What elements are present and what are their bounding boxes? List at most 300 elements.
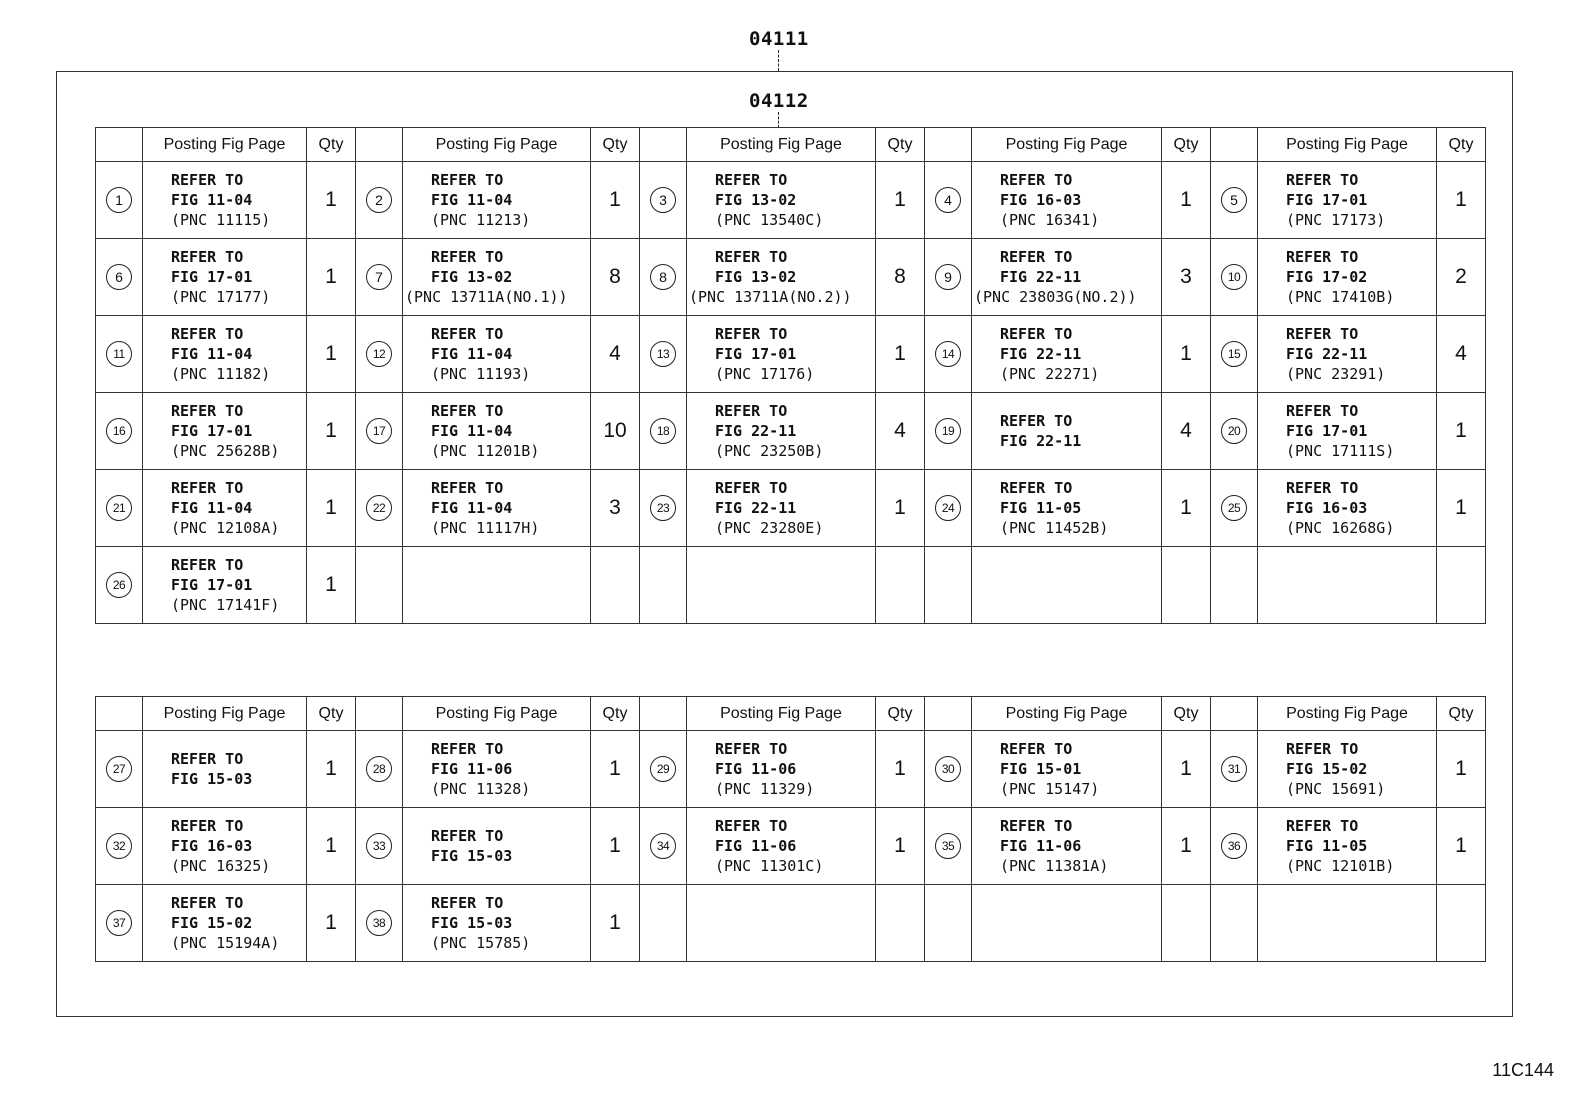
header-posting-fig-page: Posting Fig Page bbox=[687, 128, 876, 162]
circled-part-number: 11 bbox=[106, 341, 132, 367]
pnc-reference: (PNC 11182) bbox=[171, 365, 271, 383]
fig-reference: FIG 15-02 bbox=[171, 914, 253, 932]
pnc-reference: (PNC 17173) bbox=[1286, 211, 1386, 229]
qty-cell: 1 bbox=[876, 731, 925, 808]
part-number-cell bbox=[356, 731, 403, 808]
circled-part-number: 29 bbox=[650, 756, 676, 782]
circled-part-number: 33 bbox=[366, 833, 392, 859]
circled-part-number: 2 bbox=[366, 187, 392, 213]
header-posting-fig-page: Posting Fig Page bbox=[143, 128, 307, 162]
header-qty: Qty bbox=[307, 128, 356, 162]
header-qty: Qty bbox=[1162, 697, 1211, 731]
qty-cell: 1 bbox=[1162, 470, 1211, 547]
qty-cell: 1 bbox=[1162, 731, 1211, 808]
fig-reference: FIG 15-01 bbox=[1000, 760, 1082, 778]
posting-fig-page-cell bbox=[1258, 162, 1437, 239]
circled-part-number: 19 bbox=[935, 418, 961, 444]
posting-fig-page-cell bbox=[403, 808, 591, 885]
posting-fig-page-cell bbox=[972, 470, 1162, 547]
qty-cell: 8 bbox=[876, 239, 925, 316]
qty-cell: 1 bbox=[876, 316, 925, 393]
circled-part-number: 34 bbox=[650, 833, 676, 859]
fig-reference: FIG 11-04 bbox=[431, 345, 513, 363]
refer-to-text: REFER TO bbox=[715, 479, 788, 497]
posting-fig-page-cell bbox=[972, 316, 1162, 393]
circled-part-number: 3 bbox=[650, 187, 676, 213]
pnc-reference: (PNC 23803G(NO.2)) bbox=[974, 288, 1137, 306]
pnc-reference: (PNC 25628B) bbox=[171, 442, 280, 460]
refer-to-text: REFER TO bbox=[1286, 402, 1359, 420]
qty-cell: 1 bbox=[591, 808, 640, 885]
pnc-reference: (PNC 17176) bbox=[715, 365, 815, 383]
refer-to-text: REFER TO bbox=[431, 325, 504, 343]
qty-cell: 4 bbox=[591, 316, 640, 393]
header-posting-fig-page: Posting Fig Page bbox=[1258, 697, 1437, 731]
qty-cell: 1 bbox=[1162, 808, 1211, 885]
part-number-cell bbox=[96, 470, 143, 547]
part-number-cell bbox=[356, 547, 403, 624]
part-number-cell bbox=[640, 239, 687, 316]
part-number-cell bbox=[1211, 316, 1258, 393]
qty-cell: 1 bbox=[876, 470, 925, 547]
header-posting-fig-page: Posting Fig Page bbox=[143, 697, 307, 731]
part-number-cell bbox=[640, 547, 687, 624]
posting-fig-page-cell bbox=[143, 885, 307, 962]
header-qty: Qty bbox=[1437, 128, 1486, 162]
posting-fig-page-cell bbox=[403, 316, 591, 393]
part-number-cell bbox=[356, 239, 403, 316]
refer-to-text: REFER TO bbox=[171, 402, 244, 420]
circled-part-number: 22 bbox=[366, 495, 392, 521]
posting-fig-page-cell bbox=[687, 162, 876, 239]
circled-part-number: 15 bbox=[1221, 341, 1247, 367]
part-number-cell bbox=[96, 547, 143, 624]
posting-fig-page-cell bbox=[687, 731, 876, 808]
refer-to-text: REFER TO bbox=[1286, 740, 1359, 758]
part-number-cell bbox=[96, 731, 143, 808]
pnc-reference: (PNC 17177) bbox=[171, 288, 271, 306]
header-posting-fig-page: Posting Fig Page bbox=[1258, 128, 1437, 162]
header-qty: Qty bbox=[876, 128, 925, 162]
fig-reference: FIG 13-02 bbox=[715, 268, 797, 286]
part-number-cell bbox=[1211, 470, 1258, 547]
fig-reference: FIG 11-04 bbox=[431, 191, 513, 209]
fig-reference: FIG 22-11 bbox=[1000, 345, 1082, 363]
refer-to-text: REFER TO bbox=[431, 402, 504, 420]
part-number-cell bbox=[640, 316, 687, 393]
refer-to-text: REFER TO bbox=[171, 248, 244, 266]
pnc-reference: (PNC 11193) bbox=[431, 365, 531, 383]
circled-part-number: 35 bbox=[935, 833, 961, 859]
refer-to-text: REFER TO bbox=[1000, 817, 1073, 835]
pnc-reference: (PNC 16268G) bbox=[1286, 519, 1395, 537]
circled-part-number: 38 bbox=[366, 910, 392, 936]
qty-cell: 3 bbox=[591, 470, 640, 547]
refer-to-text: REFER TO bbox=[431, 171, 504, 189]
refer-to-text: REFER TO bbox=[171, 894, 244, 912]
refer-to-text: REFER TO bbox=[715, 248, 788, 266]
circled-part-number: 14 bbox=[935, 341, 961, 367]
table-row bbox=[96, 808, 1486, 885]
qty-cell bbox=[876, 885, 925, 962]
circled-part-number: 28 bbox=[366, 756, 392, 782]
refer-to-text: REFER TO bbox=[171, 171, 244, 189]
refer-to-text: REFER TO bbox=[171, 479, 244, 497]
refer-to-text: REFER TO bbox=[1286, 171, 1359, 189]
pnc-reference: (PNC 11201B) bbox=[431, 442, 540, 460]
circled-part-number: 9 bbox=[935, 264, 961, 290]
header-qty: Qty bbox=[876, 697, 925, 731]
part-number-cell bbox=[640, 162, 687, 239]
pnc-reference: (PNC 15194A) bbox=[171, 934, 280, 952]
header-number-cell bbox=[1211, 128, 1258, 162]
table-header-row bbox=[96, 128, 1486, 162]
circled-part-number: 13 bbox=[650, 341, 676, 367]
part-number-cell bbox=[1211, 731, 1258, 808]
fig-reference: FIG 17-01 bbox=[171, 422, 253, 440]
fig-reference: FIG 15-03 bbox=[171, 770, 253, 788]
qty-cell: 1 bbox=[1162, 162, 1211, 239]
circled-part-number: 4 bbox=[935, 187, 961, 213]
posting-fig-page-cell bbox=[403, 547, 591, 624]
assembly-leader-line bbox=[778, 50, 779, 71]
posting-fig-page-cell bbox=[687, 885, 876, 962]
table-row bbox=[96, 393, 1486, 470]
fig-reference: FIG 11-05 bbox=[1000, 499, 1082, 517]
posting-fig-page-cell bbox=[1258, 239, 1437, 316]
qty-cell: 1 bbox=[307, 316, 356, 393]
refer-to-text: REFER TO bbox=[1286, 817, 1359, 835]
table-row bbox=[96, 316, 1486, 393]
fig-reference: FIG 11-04 bbox=[171, 345, 253, 363]
part-number-cell bbox=[96, 316, 143, 393]
qty-cell: 10 bbox=[591, 393, 640, 470]
pnc-reference: (PNC 11452B) bbox=[1000, 519, 1109, 537]
table-row bbox=[96, 239, 1486, 316]
refer-to-text: REFER TO bbox=[715, 740, 788, 758]
part-number-cell bbox=[925, 393, 972, 470]
fig-reference: FIG 17-01 bbox=[171, 576, 253, 594]
pnc-reference: (PNC 22271) bbox=[1000, 365, 1100, 383]
refer-to-text: REFER TO bbox=[1000, 412, 1073, 430]
part-number-cell bbox=[640, 808, 687, 885]
fig-reference: FIG 22-11 bbox=[1000, 268, 1082, 286]
posting-fig-page-cell bbox=[403, 731, 591, 808]
fig-reference: FIG 11-04 bbox=[171, 191, 253, 209]
pnc-reference: (PNC 23280E) bbox=[715, 519, 824, 537]
parts-table-2 bbox=[95, 696, 1486, 962]
refer-to-text: REFER TO bbox=[1000, 248, 1073, 266]
pnc-reference: (PNC 13711A(NO.1)) bbox=[405, 288, 568, 306]
pnc-reference: (PNC 15147) bbox=[1000, 780, 1100, 798]
part-number-cell bbox=[925, 885, 972, 962]
fig-reference: FIG 16-03 bbox=[171, 837, 253, 855]
qty-cell: 4 bbox=[1437, 316, 1486, 393]
refer-to-text: REFER TO bbox=[1286, 325, 1359, 343]
qty-cell: 4 bbox=[876, 393, 925, 470]
posting-fig-page-cell bbox=[1258, 808, 1437, 885]
part-number-cell bbox=[925, 808, 972, 885]
header-posting-fig-page: Posting Fig Page bbox=[972, 697, 1162, 731]
table-row bbox=[96, 470, 1486, 547]
fig-reference: FIG 17-01 bbox=[171, 268, 253, 286]
pnc-reference: (PNC 17111S) bbox=[1286, 442, 1395, 460]
posting-fig-page-cell bbox=[687, 316, 876, 393]
header-number-cell bbox=[1211, 697, 1258, 731]
fig-reference: FIG 15-03 bbox=[431, 914, 513, 932]
qty-cell: 3 bbox=[1162, 239, 1211, 316]
refer-to-text: REFER TO bbox=[431, 740, 504, 758]
qty-cell: 1 bbox=[307, 239, 356, 316]
part-number-cell bbox=[1211, 547, 1258, 624]
part-number-cell bbox=[356, 808, 403, 885]
illustration-code: 11C144 bbox=[1492, 1060, 1554, 1080]
part-number-cell bbox=[1211, 393, 1258, 470]
fig-reference: FIG 17-02 bbox=[1286, 268, 1368, 286]
posting-fig-page-cell bbox=[687, 393, 876, 470]
part-number-cell bbox=[96, 393, 143, 470]
qty-cell bbox=[1162, 547, 1211, 624]
header-qty: Qty bbox=[1162, 128, 1211, 162]
circled-part-number: 32 bbox=[106, 833, 132, 859]
fig-reference: FIG 11-04 bbox=[171, 499, 253, 517]
circled-part-number: 26 bbox=[106, 572, 132, 598]
circled-part-number: 30 bbox=[935, 756, 961, 782]
refer-to-text: REFER TO bbox=[1286, 479, 1359, 497]
fig-reference: FIG 15-02 bbox=[1286, 760, 1368, 778]
qty-cell: 1 bbox=[591, 162, 640, 239]
qty-cell: 1 bbox=[307, 162, 356, 239]
qty-cell: 1 bbox=[1437, 731, 1486, 808]
part-number-cell bbox=[356, 393, 403, 470]
posting-fig-page-cell bbox=[403, 470, 591, 547]
posting-fig-page-cell bbox=[687, 470, 876, 547]
posting-fig-page-cell bbox=[143, 393, 307, 470]
posting-fig-page-cell bbox=[972, 808, 1162, 885]
refer-to-text: REFER TO bbox=[1000, 740, 1073, 758]
fig-reference: FIG 22-11 bbox=[1000, 432, 1082, 450]
circled-part-number: 20 bbox=[1221, 418, 1247, 444]
part-number-cell bbox=[356, 162, 403, 239]
circled-part-number: 21 bbox=[106, 495, 132, 521]
circled-part-number: 10 bbox=[1221, 264, 1247, 290]
circled-part-number: 5 bbox=[1221, 187, 1247, 213]
part-number-cell bbox=[925, 316, 972, 393]
part-number-cell bbox=[925, 162, 972, 239]
part-number-cell bbox=[96, 885, 143, 962]
posting-fig-page-cell bbox=[1258, 316, 1437, 393]
refer-to-text: REFER TO bbox=[171, 556, 244, 574]
fig-reference: FIG 17-01 bbox=[1286, 422, 1368, 440]
refer-to-text: REFER TO bbox=[715, 402, 788, 420]
part-number-cell bbox=[925, 547, 972, 624]
posting-fig-page-cell bbox=[687, 547, 876, 624]
table-row bbox=[96, 162, 1486, 239]
circled-part-number: 37 bbox=[106, 910, 132, 936]
qty-cell: 1 bbox=[307, 547, 356, 624]
pnc-reference: (PNC 15691) bbox=[1286, 780, 1386, 798]
qty-cell: 1 bbox=[1437, 470, 1486, 547]
pnc-reference: (PNC 11301C) bbox=[715, 857, 824, 875]
pnc-reference: (PNC 12108A) bbox=[171, 519, 280, 537]
pnc-reference: (PNC 17141F) bbox=[171, 596, 280, 614]
posting-fig-page-cell bbox=[972, 547, 1162, 624]
pnc-reference: (PNC 16341) bbox=[1000, 211, 1100, 229]
qty-cell: 8 bbox=[591, 239, 640, 316]
posting-fig-page-cell bbox=[143, 731, 307, 808]
part-number-cell bbox=[925, 239, 972, 316]
posting-fig-page-cell bbox=[1258, 393, 1437, 470]
subassembly-label: 04112 bbox=[749, 90, 809, 112]
pnc-reference: (PNC 15785) bbox=[431, 934, 531, 952]
qty-cell: 1 bbox=[307, 470, 356, 547]
qty-cell: 1 bbox=[1437, 808, 1486, 885]
fig-reference: FIG 11-04 bbox=[431, 499, 513, 517]
posting-fig-page-cell bbox=[972, 731, 1162, 808]
refer-to-text: REFER TO bbox=[431, 479, 504, 497]
circled-part-number: 31 bbox=[1221, 756, 1247, 782]
posting-fig-page-cell bbox=[1258, 470, 1437, 547]
posting-fig-page-cell bbox=[143, 316, 307, 393]
pnc-reference: (PNC 17410B) bbox=[1286, 288, 1395, 306]
part-number-cell bbox=[1211, 162, 1258, 239]
fig-reference: FIG 11-06 bbox=[431, 760, 513, 778]
part-number-cell bbox=[356, 470, 403, 547]
circled-part-number: 36 bbox=[1221, 833, 1247, 859]
refer-to-text: REFER TO bbox=[431, 827, 504, 845]
qty-cell bbox=[1437, 885, 1486, 962]
posting-fig-page-cell bbox=[972, 239, 1162, 316]
pnc-reference: (PNC 11329) bbox=[715, 780, 815, 798]
part-number-cell bbox=[925, 470, 972, 547]
posting-fig-page-cell bbox=[1258, 885, 1437, 962]
part-number-cell bbox=[925, 731, 972, 808]
fig-reference: FIG 11-06 bbox=[715, 760, 797, 778]
qty-cell: 1 bbox=[591, 885, 640, 962]
posting-fig-page-cell bbox=[687, 808, 876, 885]
qty-cell bbox=[876, 547, 925, 624]
refer-to-text: REFER TO bbox=[715, 171, 788, 189]
pnc-reference: (PNC 11115) bbox=[171, 211, 271, 229]
pnc-reference: (PNC 23250B) bbox=[715, 442, 824, 460]
header-qty: Qty bbox=[1437, 697, 1486, 731]
part-number-cell bbox=[356, 316, 403, 393]
part-number-cell bbox=[356, 885, 403, 962]
refer-to-text: REFER TO bbox=[171, 817, 244, 835]
fig-reference: FIG 11-06 bbox=[1000, 837, 1082, 855]
fig-reference: FIG 13-02 bbox=[715, 191, 797, 209]
header-number-cell bbox=[640, 697, 687, 731]
refer-to-text: REFER TO bbox=[431, 894, 504, 912]
posting-fig-page-cell bbox=[972, 393, 1162, 470]
posting-fig-page-cell bbox=[687, 239, 876, 316]
table-row bbox=[96, 731, 1486, 808]
circled-part-number: 17 bbox=[366, 418, 392, 444]
header-posting-fig-page: Posting Fig Page bbox=[403, 697, 591, 731]
fig-reference: FIG 17-01 bbox=[715, 345, 797, 363]
refer-to-text: REFER TO bbox=[715, 817, 788, 835]
fig-reference: FIG 13-02 bbox=[431, 268, 513, 286]
header-number-cell bbox=[356, 697, 403, 731]
circled-part-number: 1 bbox=[106, 187, 132, 213]
qty-cell: 1 bbox=[1437, 162, 1486, 239]
fig-reference: FIG 22-11 bbox=[1286, 345, 1368, 363]
refer-to-text: REFER TO bbox=[431, 248, 504, 266]
pnc-reference: (PNC 11381A) bbox=[1000, 857, 1109, 875]
posting-fig-page-cell bbox=[972, 162, 1162, 239]
parts-table-1 bbox=[95, 127, 1486, 624]
qty-cell: 2 bbox=[1437, 239, 1486, 316]
part-number-cell bbox=[640, 885, 687, 962]
assembly-label: 04111 bbox=[749, 28, 809, 50]
fig-reference: FIG 16-03 bbox=[1000, 191, 1082, 209]
qty-cell bbox=[591, 547, 640, 624]
posting-fig-page-cell bbox=[143, 162, 307, 239]
posting-fig-page-cell bbox=[143, 547, 307, 624]
fig-reference: FIG 22-11 bbox=[715, 422, 797, 440]
pnc-reference: (PNC 12101B) bbox=[1286, 857, 1395, 875]
qty-cell: 1 bbox=[876, 162, 925, 239]
header-posting-fig-page: Posting Fig Page bbox=[403, 128, 591, 162]
fig-reference: FIG 15-03 bbox=[431, 847, 513, 865]
posting-fig-page-cell bbox=[143, 808, 307, 885]
header-number-cell bbox=[356, 128, 403, 162]
subassembly-leader-line bbox=[778, 112, 779, 128]
posting-fig-page-cell bbox=[143, 239, 307, 316]
header-qty: Qty bbox=[591, 128, 640, 162]
posting-fig-page-cell bbox=[403, 393, 591, 470]
posting-fig-page-cell bbox=[403, 162, 591, 239]
refer-to-text: REFER TO bbox=[1000, 171, 1073, 189]
circled-part-number: 8 bbox=[650, 264, 676, 290]
posting-fig-page-cell bbox=[143, 470, 307, 547]
part-number-cell bbox=[640, 470, 687, 547]
refer-to-text: REFER TO bbox=[1286, 248, 1359, 266]
refer-to-text: REFER TO bbox=[171, 750, 244, 768]
qty-cell: 1 bbox=[307, 393, 356, 470]
fig-reference: FIG 22-11 bbox=[715, 499, 797, 517]
qty-cell: 1 bbox=[307, 808, 356, 885]
qty-cell: 1 bbox=[591, 731, 640, 808]
header-posting-fig-page: Posting Fig Page bbox=[972, 128, 1162, 162]
qty-cell bbox=[1162, 885, 1211, 962]
refer-to-text: REFER TO bbox=[1000, 479, 1073, 497]
part-number-cell bbox=[640, 393, 687, 470]
table-row bbox=[96, 547, 1486, 624]
qty-cell: 1 bbox=[876, 808, 925, 885]
qty-cell bbox=[1437, 547, 1486, 624]
pnc-reference: (PNC 11213) bbox=[431, 211, 531, 229]
part-number-cell bbox=[1211, 808, 1258, 885]
qty-cell: 1 bbox=[1162, 316, 1211, 393]
qty-cell: 1 bbox=[1437, 393, 1486, 470]
part-number-cell bbox=[96, 808, 143, 885]
fig-reference: FIG 11-04 bbox=[431, 422, 513, 440]
circled-part-number: 6 bbox=[106, 264, 132, 290]
pnc-reference: (PNC 11117H) bbox=[431, 519, 540, 537]
fig-reference: FIG 16-03 bbox=[1286, 499, 1368, 517]
header-number-cell bbox=[925, 697, 972, 731]
posting-fig-page-cell bbox=[972, 885, 1162, 962]
header-number-cell bbox=[96, 128, 143, 162]
pnc-reference: (PNC 11328) bbox=[431, 780, 531, 798]
refer-to-text: REFER TO bbox=[715, 325, 788, 343]
header-number-cell bbox=[925, 128, 972, 162]
pnc-reference: (PNC 16325) bbox=[171, 857, 271, 875]
circled-part-number: 7 bbox=[366, 264, 392, 290]
posting-fig-page-cell bbox=[1258, 731, 1437, 808]
refer-to-text: REFER TO bbox=[1000, 325, 1073, 343]
